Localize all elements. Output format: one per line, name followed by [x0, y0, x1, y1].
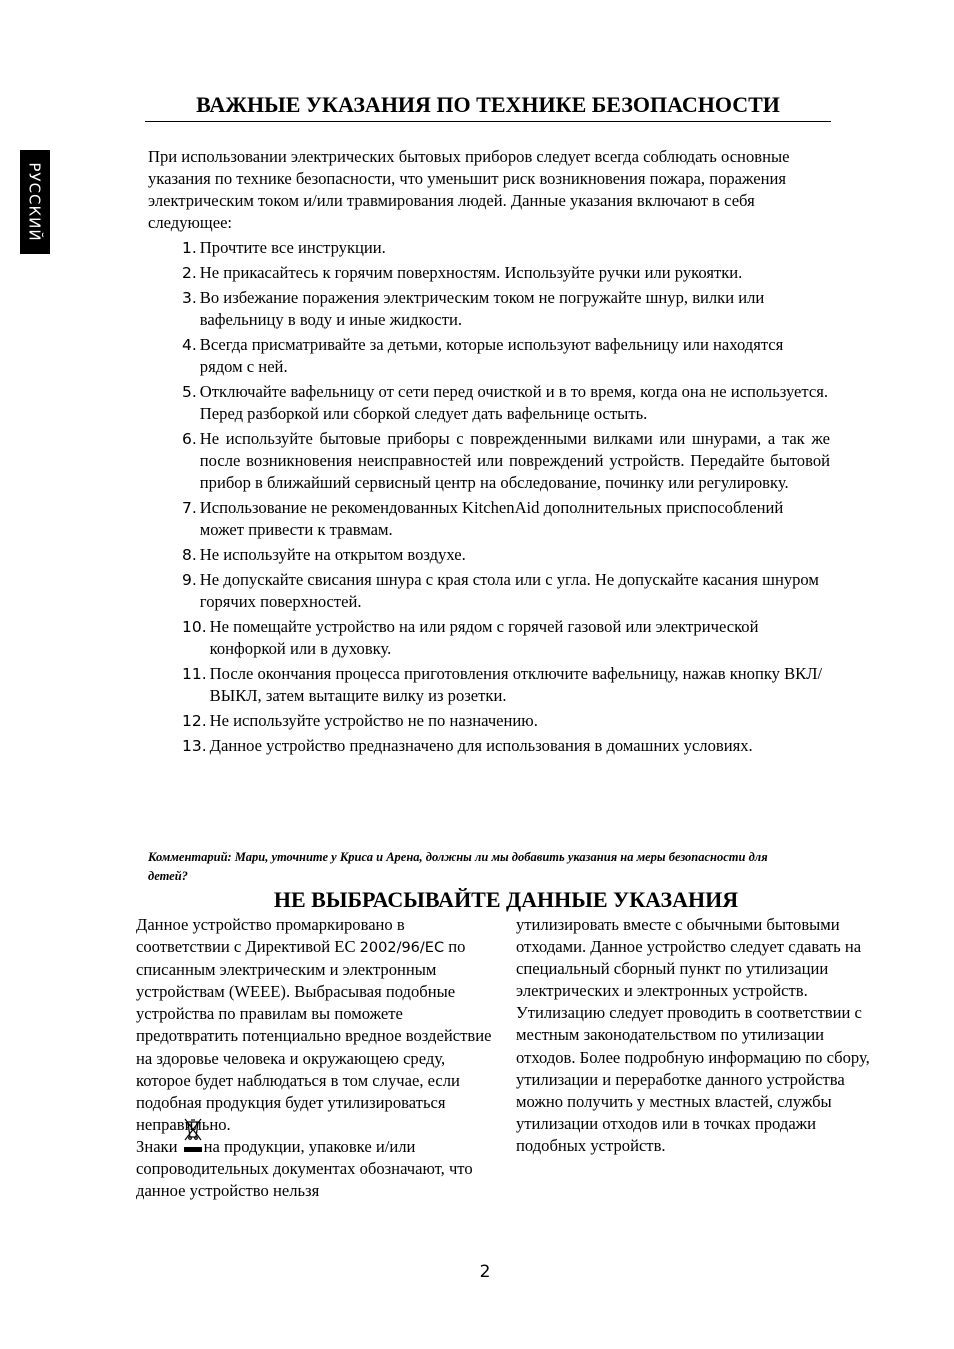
list-item [182, 569, 830, 613]
item-number: 13. [182, 737, 207, 755]
item-text: Не используйте на открытом воздухе. [199, 545, 466, 564]
item-text: Данное устройство предназначено для использования в домашних условиях. [209, 736, 753, 755]
weee-paragraph [136, 914, 496, 1136]
item-number: 1. [182, 239, 197, 257]
item-number: 11. [182, 665, 207, 683]
list-item [182, 735, 830, 757]
symbol-text-b: на продукции, упаковке и/или сопроводительных документах обозначают, что данное устройство нельзя [136, 1136, 473, 1201]
item-number: 6. [182, 430, 197, 448]
editor-comment: Комментарий: Мари, уточните у Криса и Арена, должны ли мы добавить указания на меры безопасности для детей? [148, 850, 768, 883]
item-number: 8. [182, 546, 197, 564]
list-item [182, 428, 830, 494]
list-item [182, 237, 830, 259]
item-text: Не прикасайтесь к горячим поверхностям. Используйте ручки или рукоятки. [199, 263, 743, 282]
item-text: Прочтите все инструкции. [199, 238, 386, 257]
item-text: Отключайте вафельницу от сети перед очисткой и в то время, когда она не используется. Перед разборкой или сборкой следует дать вафельнице остыть. [199, 382, 829, 423]
list-item [182, 663, 830, 707]
symbol-paragraph [136, 1136, 496, 1202]
directive-number: 2002/96/EC [359, 940, 445, 957]
disposal-paragraph-2: Утилизацию следует проводить в соответствии с местным законодательством по утилизации отходов. Более подробную информацию по сбору, утилизации и переработке данного устройства можно получить у местных властей, службы утилизации отходов или в точках продажи подобных устройств. [516, 1003, 870, 1155]
list-item [182, 287, 830, 331]
item-text: После окончания процесса приготовления отключите вафельницу, нажав кнопку ВКЛ/ВЫКЛ, затем вытащите вилку из розетки. [209, 664, 823, 705]
item-number: 5. [182, 383, 197, 401]
item-text: Во избежание поражения электрическим током не погружайте шнур, вилки или вафельницу в воду и иные жидкости. [199, 288, 765, 329]
item-number: 7. [182, 499, 197, 517]
safety-list [182, 237, 830, 760]
list-item [182, 616, 830, 660]
item-number: 2. [182, 264, 197, 282]
item-text: Не используйте устройство не по назначению. [209, 711, 538, 730]
item-text: Не помещайте устройство на или рядом с горячей газовой или электрической конфоркой или в духовку. [209, 617, 759, 658]
item-number: 12. [182, 712, 207, 730]
item-text: Использование не рекомендованных KitchenAid дополнительных приспособлений может привести к травмам. [199, 498, 784, 539]
item-text: Всегда присматривайте за детьми, которые используют вафельницу или находятся рядом с ней. [199, 335, 784, 376]
crossed-bin-icon [182, 1136, 204, 1158]
disposal-left-column [136, 914, 496, 1202]
item-text: Не используйте бытовые приборы с поврежденными вилками или шнурами, а так же после возникновения неисправностей или повреждений устройств. Передайте бытовой прибор в ближайший сервисный центр на обследование, починку или регулировку. [199, 429, 830, 492]
page-number: 2 [479, 1262, 491, 1282]
list-item [182, 334, 830, 378]
list-item [182, 262, 830, 284]
language-tab [20, 150, 50, 254]
item-text: Не допускайте свисания шнура с края стола или с угла. Не допускайте касания шнуром горячих поверхностей. [199, 570, 819, 611]
list-item [182, 497, 830, 541]
section-title: НЕ ВЫБРАСЫВАЙТЕ ДАННЫЕ УКАЗАНИЯ [273, 887, 739, 912]
language-tab-label: РУССКИЙ [26, 162, 45, 242]
weee-text-a: Данное устройство промаркировано в соответствии с Директивой ЕС [136, 915, 405, 957]
item-number: 4. [182, 336, 197, 354]
symbol-text-a: Знаки [136, 1136, 182, 1156]
weee-text-b: по списанным электрическим и электронным устройствам (WEEE). Выбрасывая подобные устройства по правилам вы поможете предотвратить потенциально вредное воздействие на здоровье человека и окружающею среду, которое будет наблюдаться в том случае, если подобная продукция будет утилизироваться неправильно. [136, 937, 492, 1134]
item-number: 3. [182, 289, 197, 307]
item-number: 10. [182, 618, 207, 636]
list-item [182, 381, 830, 425]
disposal-right-column [516, 914, 878, 1157]
disposal-paragraph-1: утилизировать вместе с обычными бытовыми отходами. Данное устройство следует сдавать на специальный сборный пункт по утилизации электрических и электронных устройств. [516, 915, 862, 1001]
list-item [182, 710, 830, 732]
list-item [182, 544, 830, 566]
page-title: ВАЖНЫЕ УКАЗАНИЯ ПО ТЕХНИКЕ БЕЗОПАСНОСТИ [145, 90, 831, 122]
item-number: 9. [182, 571, 197, 589]
intro-paragraph: При использовании электрических бытовых приборов следует всегда соблюдать основные указания по технике безопасности, что уменьшит риск возникновения пожара, поражения электрическим током и/или травмирования людей. Данные указания включают в себя следующее: [148, 147, 790, 232]
